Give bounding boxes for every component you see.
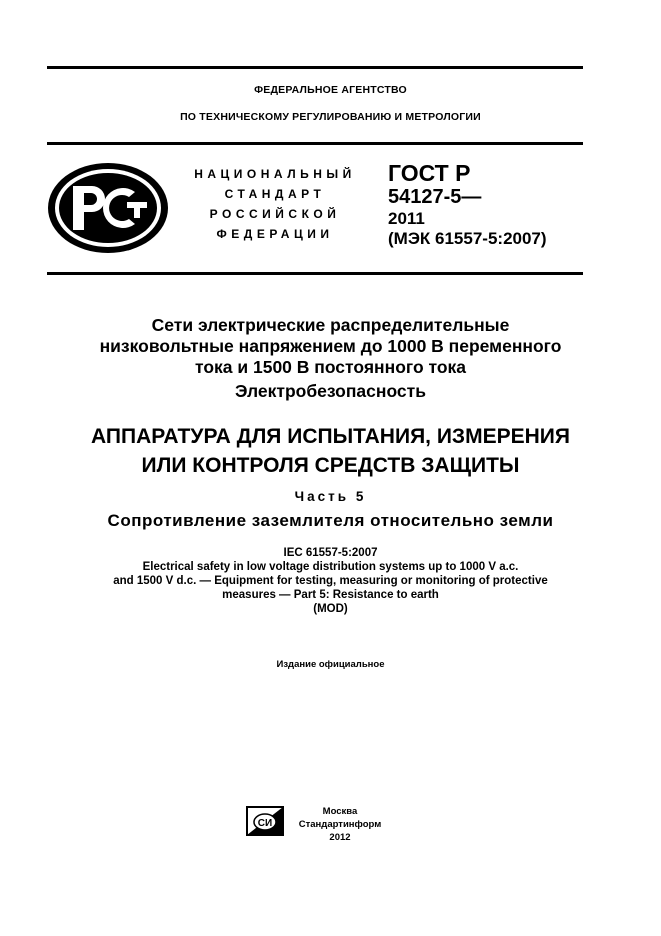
subtitle: Сопротивление заземлителя относительно земли (107, 511, 554, 530)
top-rule (47, 66, 583, 69)
title-en-line-4: (MOD) (313, 603, 348, 615)
publisher-name: Стандартинформ (298, 819, 382, 830)
gost-designation-line-3: 2011 (388, 209, 425, 228)
title-ru-line-4: Электробезопасность (235, 381, 426, 401)
gost-r-logo-icon (47, 162, 169, 254)
title-en-line-3: measures — Part 5: Resistance to earth (222, 589, 439, 601)
standard-type-line-1: НАЦИОНАЛЬНЫЙ (194, 167, 356, 181)
title-ru-line-2: низковольтные напряжением до 1000 В переменного (99, 336, 562, 356)
header-rule (47, 142, 583, 145)
agency-line-1: ФЕДЕРАЛЬНОЕ АГЕНТСТВО (254, 84, 407, 96)
title-main-line-2: ИЛИ КОНТРОЛЯ СРЕДСТВ ЗАЩИТЫ (141, 454, 520, 477)
title-main-line-1: АППАРАТУРА ДЛЯ ИСПЫТАНИЯ, ИЗМЕРЕНИЯ (91, 425, 570, 448)
designation-rule (47, 272, 583, 275)
part-label: Часть 5 (294, 489, 367, 504)
publisher-year: 2012 (329, 832, 351, 843)
title-en-line-2: and 1500 V d.c. — Equipment for testing, measuring or monitoring of protective (113, 575, 548, 587)
standard-type-line-4: ФЕДЕРАЦИИ (216, 227, 334, 241)
agency-line-2: ПО ТЕХНИЧЕСКОМУ РЕГУЛИРОВАНИЮ И МЕТРОЛОГИИ (180, 111, 481, 123)
gost-designation-line-4: (МЭК 61557-5:2007) (388, 229, 547, 248)
standard-type-line-3: РОССИЙСКОЙ (209, 207, 341, 221)
title-en-ref: IEC 61557-5:2007 (283, 547, 378, 559)
gost-designation-line-2: 54127-5— (388, 186, 482, 208)
gost-designation-line-1: ГОСТ Р (388, 160, 471, 186)
standartinform-logo-icon (246, 806, 284, 836)
title-ru-line-1: Сети электрические распределительные (151, 315, 510, 335)
title-en-line-1: Electrical safety in low voltage distribution systems up to 1000 V a.c. (142, 561, 519, 573)
svg-text:СИ: СИ (257, 818, 273, 829)
standard-type-line-2: СТАНДАРТ (224, 187, 326, 201)
edition-label: Издание официальное (276, 659, 385, 670)
publisher-city: Москва (322, 806, 358, 817)
title-ru-line-3: тока и 1500 В постоянного тока (194, 357, 467, 377)
